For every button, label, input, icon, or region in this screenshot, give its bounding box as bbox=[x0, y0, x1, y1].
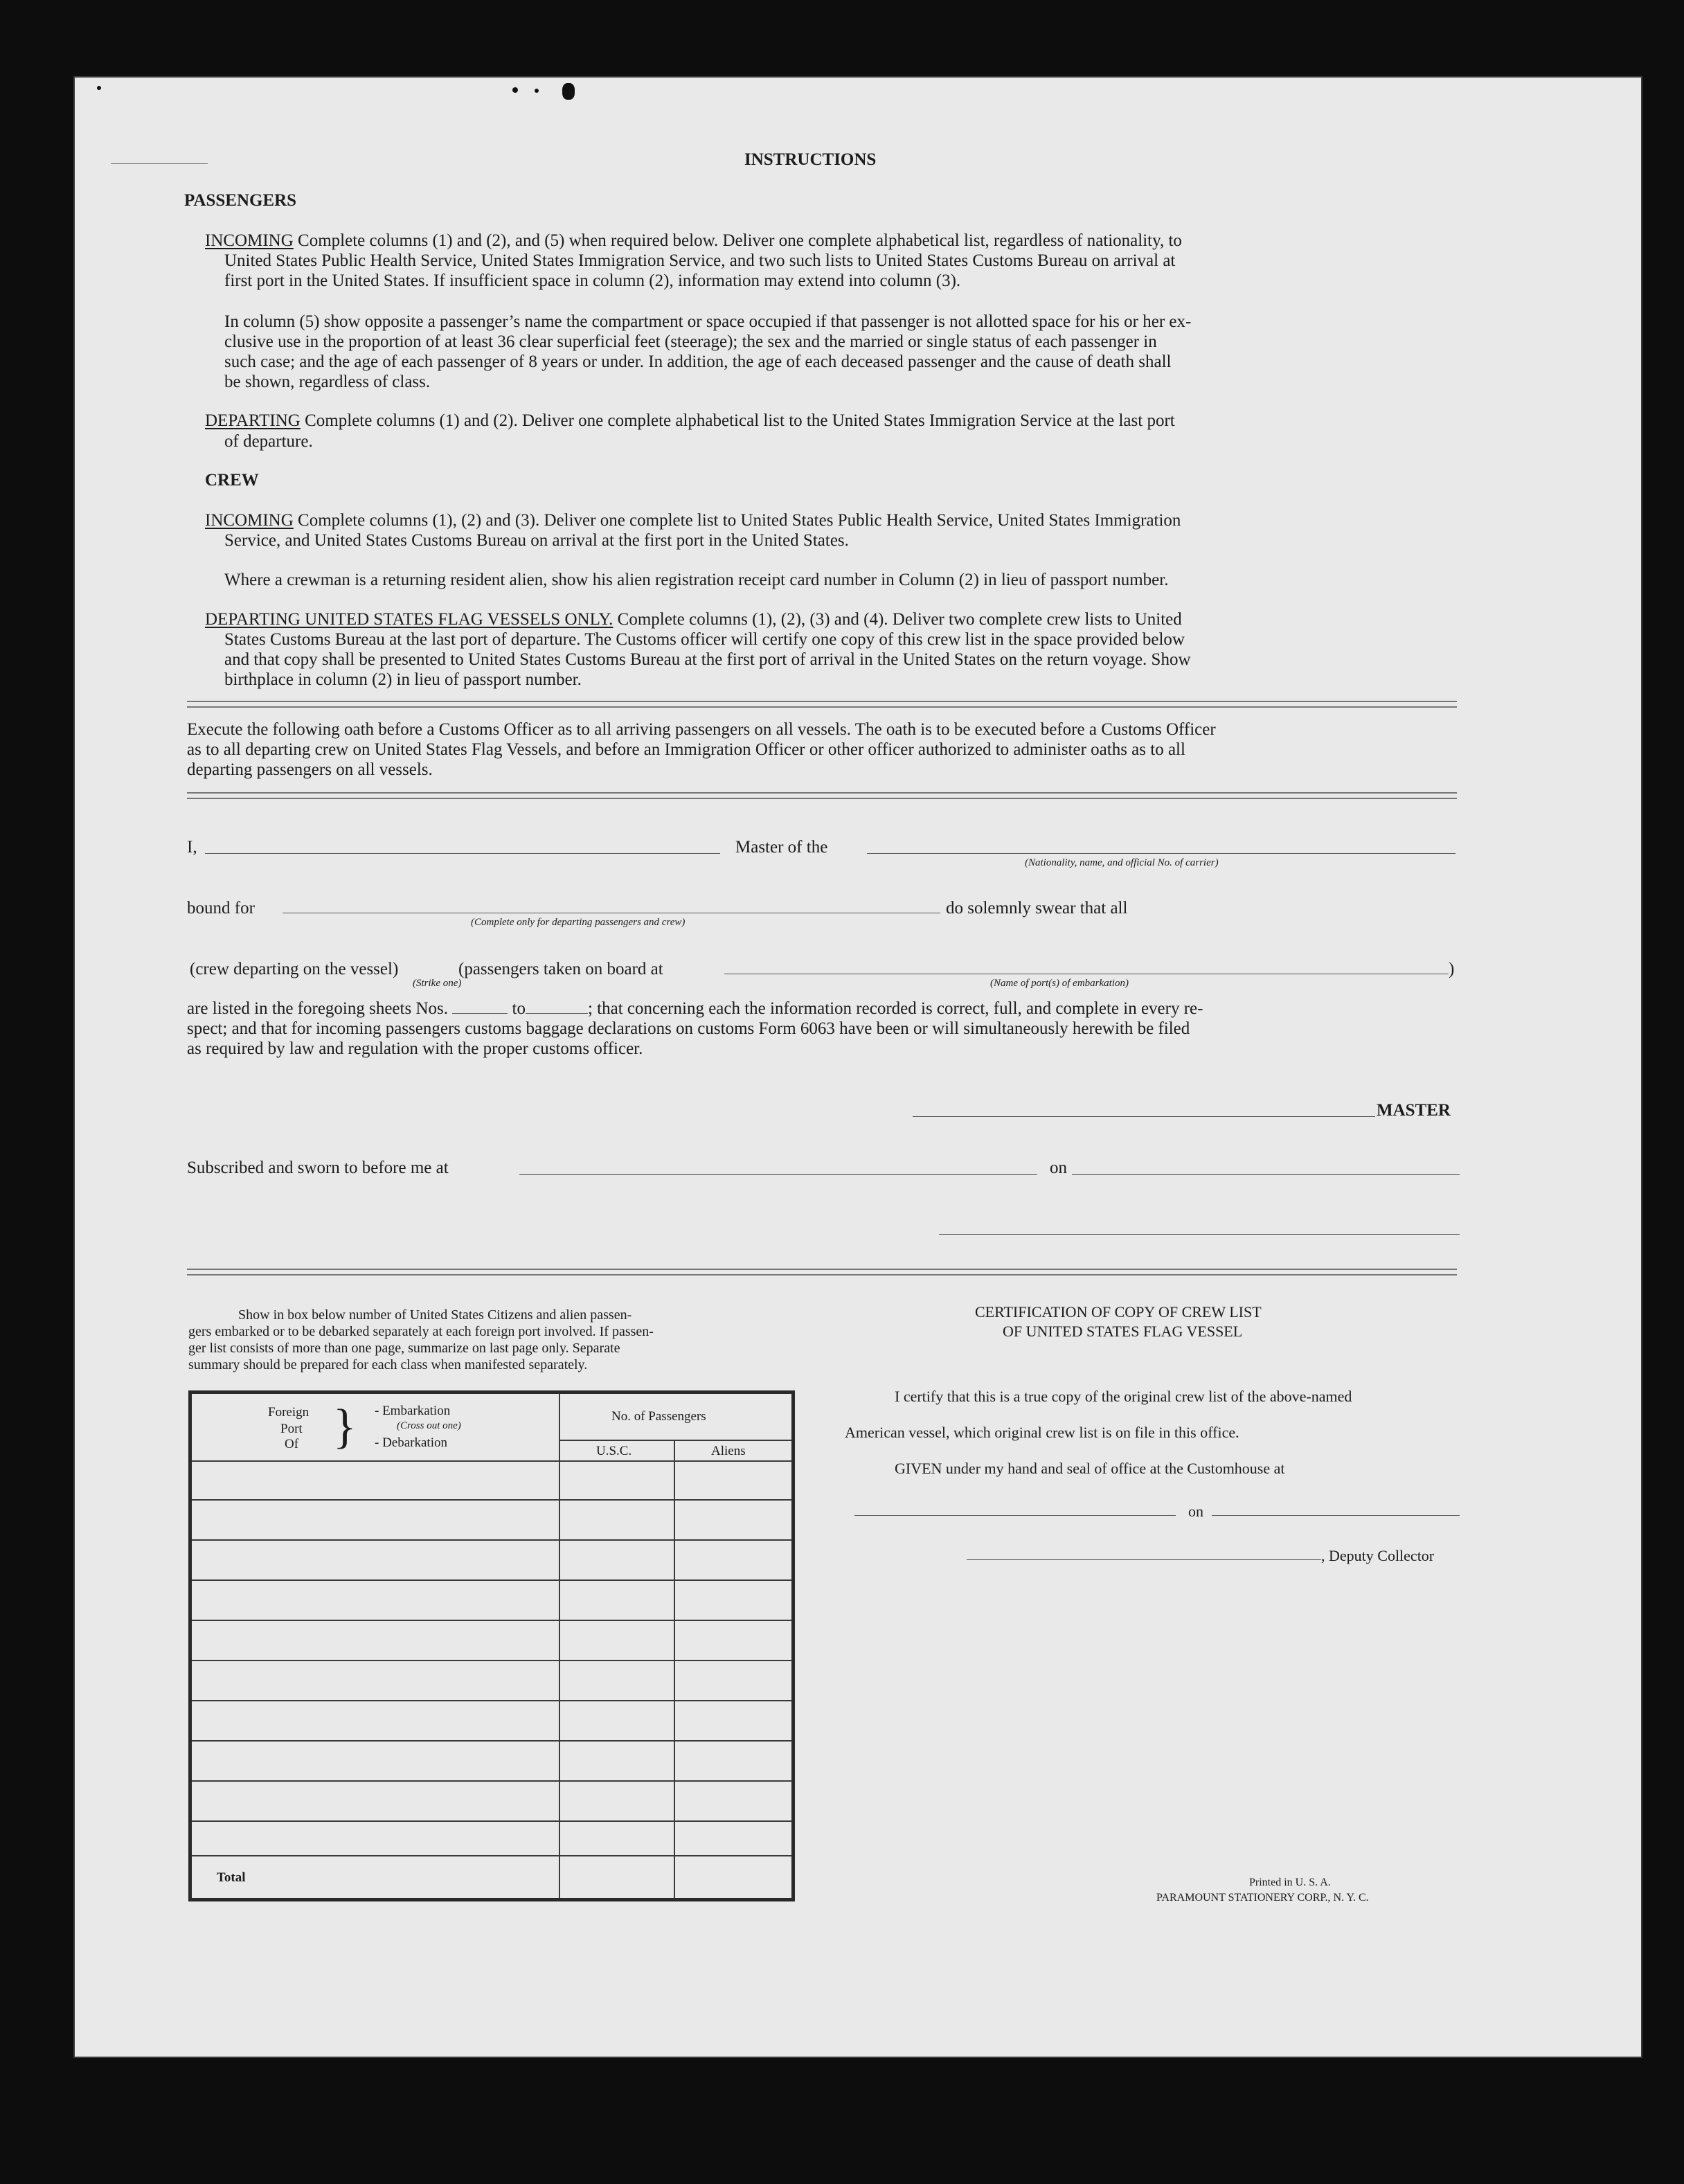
crew-resident-alien: Where a crewman is a returning resident alien, show his alien registration receipt card number in Column (2) in lieu of passport number. bbox=[224, 571, 1169, 589]
crew-incoming-label: INCOMING bbox=[205, 511, 294, 530]
oath-intro-line1: Execute the following oath before a Customs Officer as to all arriving passengers on all vessels. The oath is to be executed before a Customs Officer bbox=[187, 720, 1216, 739]
close-paren: ) bbox=[1449, 960, 1455, 978]
sheet-to-field[interactable] bbox=[526, 1013, 588, 1014]
certification-line1: I certify that this is a true copy of the original crew list of the above-named bbox=[895, 1388, 1352, 1405]
summary-note-line2: gers embarked or to be debarked separately at each foreign port involved. If passen- bbox=[188, 1324, 654, 1339]
passengers-departing-line2: of departure. bbox=[224, 432, 313, 451]
section-divider bbox=[187, 792, 1457, 799]
passengers-incoming-text1: Complete columns (1) and (2), and (5) when required below. Deliver one complete alphabetical list, regardless of nationality, to bbox=[298, 231, 1182, 250]
printer-name: PARAMOUNT STATIONERY CORP., N. Y. C. bbox=[1156, 1892, 1369, 1904]
embarkation-label: - Embarkation bbox=[375, 1404, 451, 1418]
table-row-rule bbox=[192, 1780, 791, 1782]
crew-incoming-text1: Complete columns (1), (2) and (3). Deliver one complete list to United States Public Health Service, United States Immigration bbox=[298, 511, 1181, 530]
table-row-rule bbox=[192, 1660, 791, 1661]
listed-line3: as required by law and regulation with the proper customs officer. bbox=[187, 1039, 643, 1058]
certification-title-line1: CERTIFICATION OF COPY OF CREW LIST bbox=[975, 1303, 1262, 1321]
printed-in-usa: Printed in U. S. A. bbox=[1249, 1877, 1331, 1888]
table-row-rule bbox=[192, 1620, 791, 1621]
passengers-incoming-line3: first port in the United States. If insufficient space in column (2), information may extend into column (3). bbox=[224, 271, 961, 290]
passengers-departing-text1: Complete columns (1) and (2). Deliver one complete alphabetical list to the United States Immigration Service at the last port bbox=[305, 411, 1175, 430]
table-subheader-rule bbox=[559, 1440, 791, 1441]
passengers-col5-line3: such case; and the age of each passenger of 8 years or under. In addition, the age of each deceased passenger and the cause of death shall bbox=[224, 352, 1172, 371]
col-foreign: Foreign bbox=[268, 1405, 310, 1420]
passengers-incoming-label: INCOMING bbox=[205, 231, 294, 250]
crew-departing-line4: birthplace in column (2) in lieu of passport number. bbox=[224, 670, 582, 689]
scan-speck bbox=[97, 86, 101, 90]
customhouse-field[interactable] bbox=[854, 1515, 1176, 1516]
header-rule-left bbox=[111, 163, 208, 164]
table-row-rule bbox=[192, 1700, 791, 1701]
table-col-divider bbox=[559, 1394, 560, 1898]
carrier-field[interactable] bbox=[867, 853, 1455, 854]
scan-speck bbox=[535, 89, 539, 93]
scan-speck bbox=[562, 83, 575, 100]
crew-incoming-line2: Service, and United States Customs Bureau on arrival at the first port in the United States. bbox=[224, 531, 849, 550]
swear-label: do solemnly swear that all bbox=[946, 899, 1128, 918]
master-name-field[interactable] bbox=[205, 853, 720, 854]
table-col-divider bbox=[674, 1440, 675, 1898]
crew-departing-option: (crew departing on the vessel) bbox=[190, 960, 399, 978]
carrier-caption: (Nationality, name, and official No. of carrier) bbox=[1025, 857, 1219, 868]
crew-departing-line1 bbox=[205, 610, 1182, 629]
instructions-title: INSTRUCTIONS bbox=[744, 150, 877, 169]
scan-speck bbox=[512, 87, 518, 93]
table-row-rule bbox=[192, 1579, 791, 1581]
passengers-departing-line1 bbox=[205, 411, 1175, 431]
brace-glyph: } bbox=[333, 1400, 357, 1453]
total-label: Total bbox=[217, 1870, 246, 1885]
summary-note-line3: ger list consists of more than one page, summarize on last page only. Separate bbox=[188, 1341, 620, 1356]
embarkation-port-caption: (Name of port(s) of embarkation) bbox=[990, 978, 1129, 989]
table-row-rule bbox=[192, 1499, 791, 1501]
crew-departing-label: DEPARTING UNITED STATES FLAG VESSELS ONLY. bbox=[205, 610, 613, 629]
master-signature-field[interactable] bbox=[913, 1116, 1375, 1117]
usc-header: U.S.C. bbox=[596, 1444, 632, 1458]
certification-date-field[interactable] bbox=[1212, 1515, 1460, 1516]
table-row-rule bbox=[192, 1539, 791, 1541]
subscribed-label: Subscribed and sworn to before me at bbox=[187, 1158, 449, 1177]
certification-title-line2: OF UNITED STATES FLAG VESSEL bbox=[1003, 1323, 1243, 1340]
master-of-the-label: Master of the bbox=[735, 838, 828, 857]
strike-one-caption: (Strike one) bbox=[413, 978, 462, 989]
certification-on-label: on bbox=[1188, 1503, 1203, 1520]
listed-line1 bbox=[187, 999, 1203, 1019]
subscribed-on-label: on bbox=[1050, 1158, 1067, 1177]
passengers-col5-line4: be shown, regardless of class. bbox=[224, 373, 431, 391]
table-row-rule bbox=[192, 1855, 791, 1856]
subscribed-date-field[interactable] bbox=[1072, 1174, 1460, 1175]
summary-note-line4: summary should be prepared for each class when manifested separately. bbox=[188, 1357, 588, 1372]
crew-departing-line2: States Customs Bureau at the last port of departure. The Customs officer will certify one copy of this crew list in the space provided below bbox=[224, 630, 1185, 649]
section-divider bbox=[187, 701, 1457, 708]
listed-to: to bbox=[512, 999, 526, 1018]
passengers-taken-label: (passengers taken on board at bbox=[458, 960, 663, 978]
aliens-header: Aliens bbox=[711, 1444, 746, 1458]
oath-intro-line3: departing passengers on all vessels. bbox=[187, 760, 433, 779]
master-label: MASTER bbox=[1377, 1101, 1451, 1120]
passengers-departing-label: DEPARTING bbox=[205, 411, 301, 430]
listed-line2: spect; and that for incoming passengers customs baggage declarations on customs Form 6063 have been or will simultaneously herewith be filed bbox=[187, 1019, 1190, 1038]
passenger-summary-table bbox=[188, 1390, 795, 1901]
col-of: Of bbox=[285, 1437, 299, 1451]
listed-line1-b: ; that concerning each the information recorded is correct, full, and complete in every re- bbox=[587, 999, 1203, 1018]
section-divider bbox=[187, 1269, 1457, 1276]
officer-signature-field[interactable] bbox=[939, 1234, 1460, 1235]
table-row-rule bbox=[192, 1820, 791, 1822]
table-header-rule bbox=[192, 1460, 791, 1462]
passengers-heading: PASSENGERS bbox=[184, 191, 297, 210]
sheet-from-field[interactable] bbox=[452, 1013, 508, 1014]
certification-line3: GIVEN under my hand and seal of office at the Customhouse at bbox=[895, 1460, 1285, 1477]
deputy-collector-signature-field[interactable] bbox=[967, 1559, 1321, 1560]
passengers-incoming-line2: United States Public Health Service, United States Immigration Service, and two such lists to United States Customs Bureau on arrival at bbox=[224, 251, 1176, 270]
deputy-collector-label: , Deputy Collector bbox=[1321, 1547, 1435, 1564]
no-passengers-header: No. of Passengers bbox=[611, 1409, 706, 1424]
debarkation-label: - Debarkation bbox=[375, 1435, 447, 1450]
cross-out-caption: (Cross out one) bbox=[397, 1420, 461, 1431]
subscribed-place-field[interactable] bbox=[519, 1174, 1037, 1175]
oath-i-label: I, bbox=[187, 838, 197, 857]
bound-for-caption: (Complete only for departing passengers and crew) bbox=[471, 917, 686, 928]
passengers-incoming-line1 bbox=[205, 231, 1182, 251]
crew-heading: CREW bbox=[205, 471, 259, 490]
listed-line1-a: are listed in the foregoing sheets Nos. bbox=[187, 999, 448, 1018]
crew-incoming-line1 bbox=[205, 511, 1181, 530]
oath-intro-line2: as to all departing crew on United States Flag Vessels, and before an Immigration Officer or other officer authorized to administer oaths as to all bbox=[187, 740, 1185, 759]
summary-note-line1: Show in box below number of United States Citizens and alien passen- bbox=[238, 1307, 632, 1323]
certification-line2: American vessel, which original crew list is on file in this office. bbox=[845, 1424, 1239, 1441]
passengers-col5-line2: clusive use in the proportion of at least 36 clear superficial feet (steerage); the sex and the married or single status of each passenger in bbox=[224, 332, 1157, 351]
table-row-rule bbox=[192, 1740, 791, 1742]
bound-for-label: bound for bbox=[187, 899, 255, 918]
passengers-col5-line1: In column (5) show opposite a passenger’s name the compartment or space occupied if that passenger is not allotted space for his or her ex- bbox=[224, 312, 1192, 331]
crew-departing-line3: and that copy shall be presented to United States Customs Bureau at the first port of arrival in the United States on the return voyage. Show bbox=[224, 650, 1191, 669]
crew-departing-text1: Complete columns (1), (2), (3) and (4). Deliver two complete crew lists to United bbox=[617, 610, 1182, 629]
col-port: Port bbox=[280, 1422, 303, 1436]
